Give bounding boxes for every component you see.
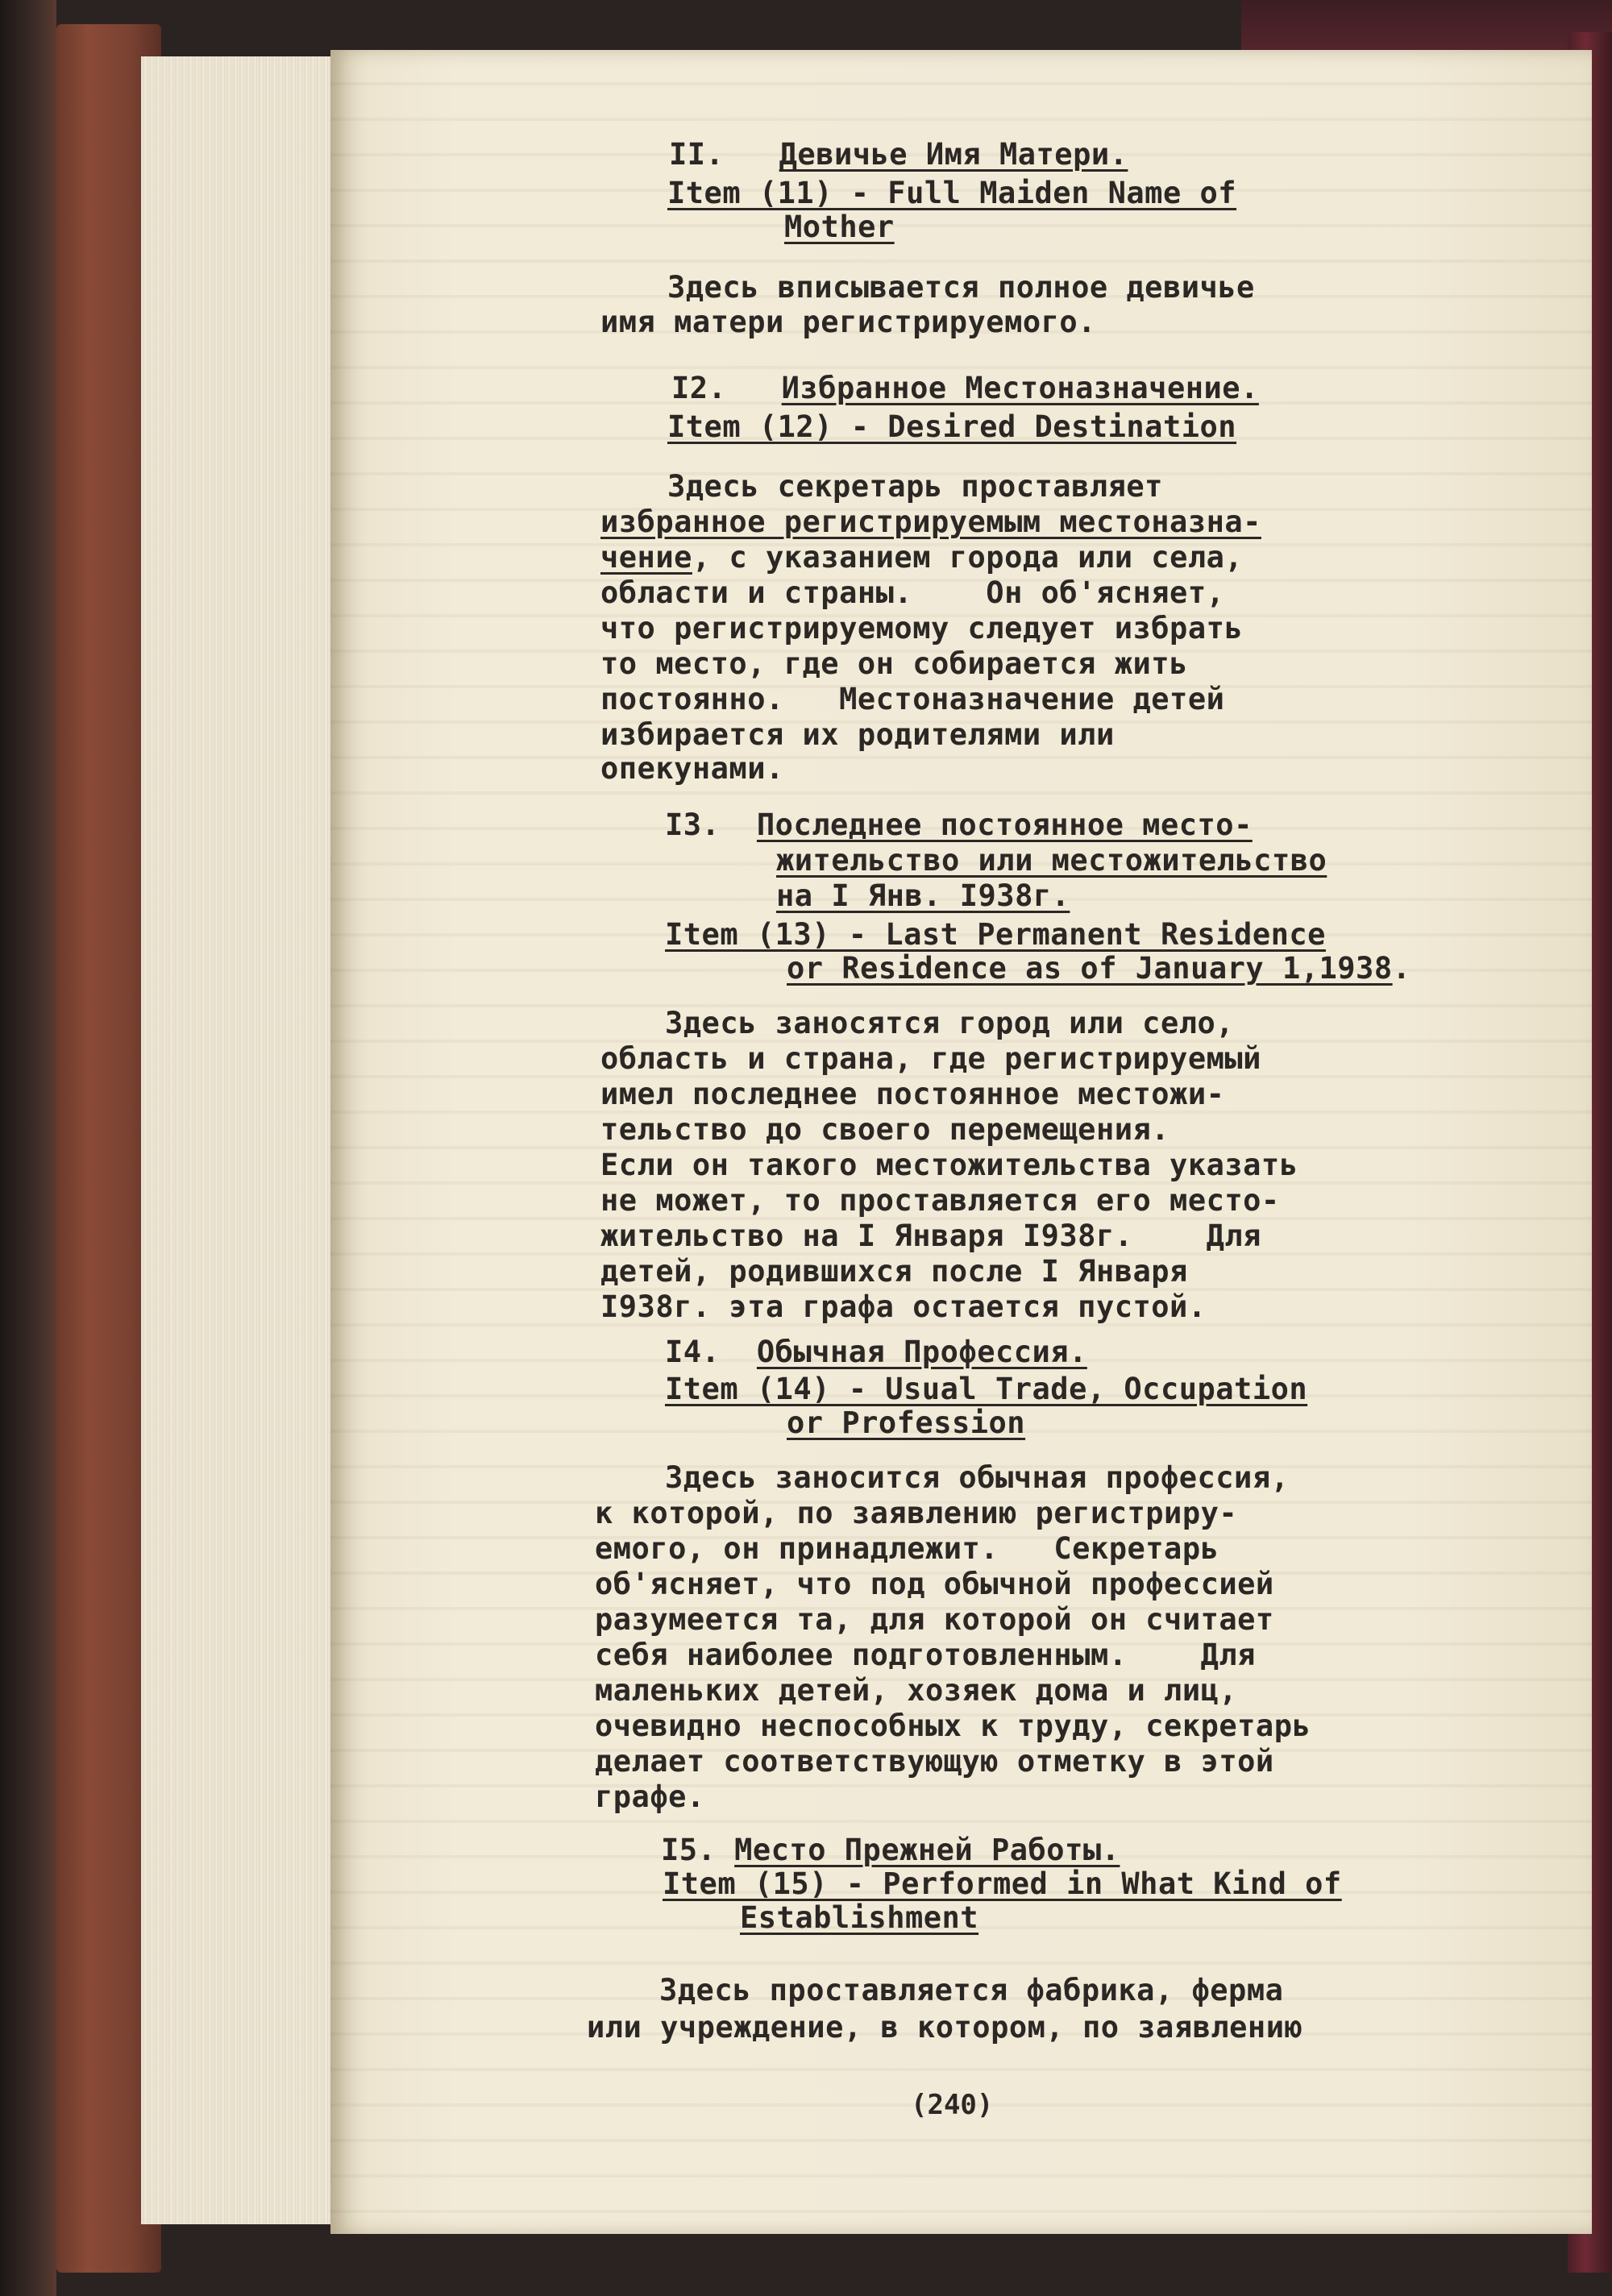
section-13-body-line5: Если он такого местожительства указать [600, 1148, 1298, 1182]
section-14-body-line1: Здесь заносится обычная профессия, [665, 1460, 1290, 1495]
section-14-body-line9: делает соответствующую отметку в этой [595, 1744, 1274, 1779]
section-15-item-line1: Item (15) - Performed in What Kind of [663, 1866, 1342, 1901]
section-14-body-line7: маленьких детей, хозяек дома и лиц, [595, 1673, 1238, 1708]
page-edges [141, 56, 343, 2224]
page-number: (240) [911, 2089, 994, 2121]
section-15-heading: I5. Место Прежней Работы. [661, 1833, 1120, 1867]
section-14-body-line10: графе. [595, 1779, 705, 1814]
section-12-body-line9: опекунами. [600, 751, 784, 786]
section-12-item-line1: Item (12) - Desired Destination [667, 409, 1237, 444]
section-11-heading: II. Девичье Имя Матери. [669, 137, 1128, 172]
section-13-item-line2: or Residence as of January 1,1938. [787, 951, 1411, 986]
section-12-body-line7: постоянно. Местоназначение детей [600, 682, 1225, 716]
section-14-body-line4: об'ясняет, что под обычной профессией [595, 1567, 1274, 1601]
section-12-body-line4: области и страны. Он об'ясняет, [600, 575, 1225, 610]
section-13-body-line9: I938г. эта графа остается пустой. [600, 1289, 1207, 1324]
section-14-body-line6: себя наиболее подготовленным. Для [595, 1638, 1256, 1672]
section-12-body-line3: чение, с указанием города или села, [600, 540, 1244, 575]
section-13-item-line1: Item (13) - Last Permanent Residence [665, 917, 1326, 952]
book-cover-left [0, 0, 56, 2296]
section-13-body-line6: не может, то проставляется его место- [600, 1183, 1280, 1218]
section-13-body-line3: имел последнее постоянное местожи- [600, 1077, 1225, 1111]
section-11-body-line2: имя матери регистрируемого. [600, 305, 1096, 339]
section-14-heading: I4. Обычная Профессия. [665, 1335, 1087, 1369]
section-14-body-line2: к которой, по заявлению регистриру- [595, 1496, 1238, 1530]
section-13-body-line1: Здесь заносятся город или село, [665, 1006, 1235, 1040]
section-12-body-line8: избирается их родителями или [600, 717, 1115, 752]
section-15-body-line1: Здесь проставляется фабрика, ферма [659, 1973, 1284, 2007]
section-12-body-line2: избранное регистрируемым местоназна- [600, 504, 1261, 539]
section-15-item-line2: Establishment [740, 1900, 979, 1935]
section-14-body-line8: очевидно неспособных к труду, секретарь [595, 1709, 1311, 1743]
section-12-body-line5: что регистрируемому следует избрать [600, 611, 1244, 646]
section-14-body-line5: разумеется та, для которой он считает [595, 1602, 1274, 1637]
section-14-item-line1: Item (14) - Usual Trade, Occupation [665, 1372, 1308, 1406]
section-12-body-line1: Здесь секретарь проставляет [667, 469, 1163, 504]
section-11-item-line2: Mother [784, 210, 895, 244]
section-13-ru-line2: жительство или местожительство [776, 843, 1327, 878]
section-11-body-line1: Здесь вписывается полное девичье [667, 270, 1255, 305]
section-14-item-line2: or Profession [787, 1405, 1026, 1440]
section-13-heading: I3. Последнее постоянное место- [665, 808, 1253, 842]
section-13-body-line4: тельство до своего перемещения. [600, 1112, 1170, 1147]
section-12-heading: I2. Избранное Местоназначение. [671, 371, 1259, 405]
section-12-body-line6: то место, где он собирается жить [600, 646, 1188, 681]
section-15-body-line2: или учреждение, в котором, по заявлению [587, 2010, 1303, 2045]
section-14-body-line3: емого, он принадлежит. Секретарь [595, 1531, 1219, 1566]
section-13-body-line7: жительство на I Января I938г. Для [600, 1219, 1261, 1253]
section-13-ru-line3: на I Янв. I938г. [776, 878, 1070, 913]
section-13-body-line8: детей, родившихся после I Января [600, 1254, 1188, 1289]
section-13-body-line2: область и страна, где регистрируемый [600, 1041, 1261, 1076]
section-11-item-line1: Item (11) - Full Maiden Name of [667, 176, 1237, 210]
